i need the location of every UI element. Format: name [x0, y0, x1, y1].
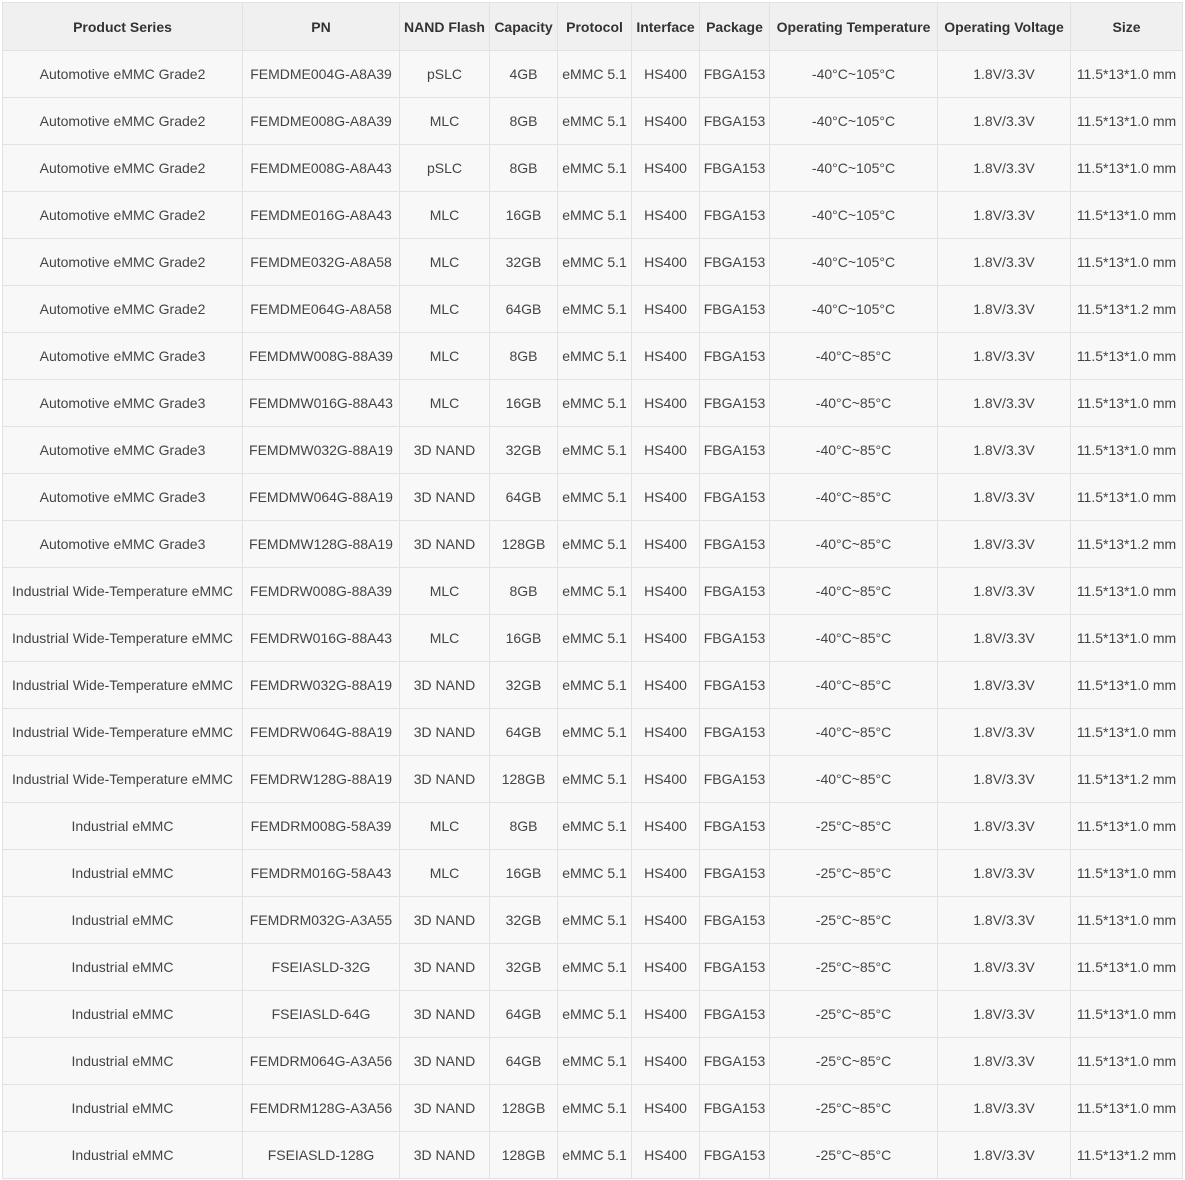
cell-product-series: Industrial Wide-Temperature eMMC	[3, 568, 243, 615]
cell-operating-temperature: -25°C~85°C	[770, 850, 938, 897]
cell-operating-temperature: -40°C~85°C	[770, 427, 938, 474]
cell-pn: FEMDMW016G-88A43	[243, 380, 400, 427]
cell-interface: HS400	[632, 568, 700, 615]
table-row	[3, 991, 1183, 1038]
cell-pn: FEMDME032G-A8A58	[243, 239, 400, 286]
cell-nand-flash: pSLC	[400, 145, 490, 192]
table-row	[3, 615, 1183, 662]
cell-operating-voltage: 1.8V/3.3V	[938, 239, 1071, 286]
cell-size: 11.5*13*1.0 mm	[1071, 991, 1183, 1038]
table-row	[3, 1038, 1183, 1085]
cell-package: FBGA153	[700, 286, 770, 333]
header-operating-voltage: Operating Voltage	[938, 3, 1071, 51]
cell-operating-voltage: 1.8V/3.3V	[938, 192, 1071, 239]
cell-operating-temperature: -25°C~85°C	[770, 897, 938, 944]
cell-pn: FEMDRM008G-58A39	[243, 803, 400, 850]
cell-interface: HS400	[632, 1132, 700, 1179]
cell-product-series: Automotive eMMC Grade3	[3, 521, 243, 568]
cell-capacity: 64GB	[490, 286, 558, 333]
cell-size: 11.5*13*1.2 mm	[1071, 286, 1183, 333]
cell-operating-temperature: -25°C~85°C	[770, 1085, 938, 1132]
cell-protocol: eMMC 5.1	[558, 662, 632, 709]
cell-package: FBGA153	[700, 192, 770, 239]
cell-interface: HS400	[632, 991, 700, 1038]
cell-size: 11.5*13*1.2 mm	[1071, 1132, 1183, 1179]
cell-pn: FEMDRM032G-A3A55	[243, 897, 400, 944]
header-package: Package	[700, 3, 770, 51]
cell-package: FBGA153	[700, 521, 770, 568]
table-row	[3, 568, 1183, 615]
cell-size: 11.5*13*1.0 mm	[1071, 803, 1183, 850]
cell-protocol: eMMC 5.1	[558, 756, 632, 803]
table-row	[3, 521, 1183, 568]
cell-size: 11.5*13*1.0 mm	[1071, 239, 1183, 286]
cell-nand-flash: 3D NAND	[400, 427, 490, 474]
cell-operating-temperature: -25°C~85°C	[770, 944, 938, 991]
cell-nand-flash: MLC	[400, 380, 490, 427]
cell-capacity: 8GB	[490, 145, 558, 192]
cell-size: 11.5*13*1.2 mm	[1071, 521, 1183, 568]
table-row	[3, 98, 1183, 145]
cell-size: 11.5*13*1.0 mm	[1071, 427, 1183, 474]
cell-operating-temperature: -40°C~85°C	[770, 333, 938, 380]
cell-package: FBGA153	[700, 427, 770, 474]
cell-product-series: Industrial eMMC	[3, 1038, 243, 1085]
cell-nand-flash: 3D NAND	[400, 1085, 490, 1132]
table-row	[3, 1132, 1183, 1179]
header-nand-flash: NAND Flash	[400, 3, 490, 51]
cell-interface: HS400	[632, 756, 700, 803]
cell-size: 11.5*13*1.2 mm	[1071, 756, 1183, 803]
cell-nand-flash: MLC	[400, 286, 490, 333]
table-row	[3, 51, 1183, 98]
cell-protocol: eMMC 5.1	[558, 380, 632, 427]
cell-size: 11.5*13*1.0 mm	[1071, 615, 1183, 662]
cell-size: 11.5*13*1.0 mm	[1071, 98, 1183, 145]
cell-package: FBGA153	[700, 944, 770, 991]
cell-capacity: 32GB	[490, 944, 558, 991]
cell-product-series: Automotive eMMC Grade3	[3, 474, 243, 521]
cell-nand-flash: MLC	[400, 239, 490, 286]
cell-size: 11.5*13*1.0 mm	[1071, 192, 1183, 239]
cell-operating-voltage: 1.8V/3.3V	[938, 615, 1071, 662]
table-row	[3, 897, 1183, 944]
cell-interface: HS400	[632, 51, 700, 98]
cell-interface: HS400	[632, 145, 700, 192]
cell-protocol: eMMC 5.1	[558, 286, 632, 333]
cell-operating-temperature: -25°C~85°C	[770, 1132, 938, 1179]
cell-size: 11.5*13*1.0 mm	[1071, 662, 1183, 709]
cell-operating-voltage: 1.8V/3.3V	[938, 709, 1071, 756]
cell-package: FBGA153	[700, 897, 770, 944]
cell-product-series: Automotive eMMC Grade3	[3, 427, 243, 474]
header-interface: Interface	[632, 3, 700, 51]
cell-operating-voltage: 1.8V/3.3V	[938, 662, 1071, 709]
cell-protocol: eMMC 5.1	[558, 615, 632, 662]
cell-protocol: eMMC 5.1	[558, 427, 632, 474]
table-row	[3, 709, 1183, 756]
cell-interface: HS400	[632, 662, 700, 709]
cell-operating-voltage: 1.8V/3.3V	[938, 944, 1071, 991]
cell-size: 11.5*13*1.0 mm	[1071, 145, 1183, 192]
cell-size: 11.5*13*1.0 mm	[1071, 897, 1183, 944]
cell-interface: HS400	[632, 474, 700, 521]
cell-pn: FEMDME004G-A8A39	[243, 51, 400, 98]
cell-pn: FEMDRM016G-58A43	[243, 850, 400, 897]
cell-interface: HS400	[632, 709, 700, 756]
cell-protocol: eMMC 5.1	[558, 333, 632, 380]
table-row	[3, 850, 1183, 897]
cell-product-series: Industrial Wide-Temperature eMMC	[3, 662, 243, 709]
cell-capacity: 16GB	[490, 192, 558, 239]
cell-size: 11.5*13*1.0 mm	[1071, 568, 1183, 615]
cell-nand-flash: MLC	[400, 850, 490, 897]
cell-protocol: eMMC 5.1	[558, 1132, 632, 1179]
cell-product-series: Industrial eMMC	[3, 1085, 243, 1132]
cell-capacity: 64GB	[490, 1038, 558, 1085]
cell-capacity: 32GB	[490, 427, 558, 474]
product-table-container	[2, 2, 1182, 1179]
cell-pn: FEMDRW008G-88A39	[243, 568, 400, 615]
cell-nand-flash: 3D NAND	[400, 521, 490, 568]
table-row	[3, 756, 1183, 803]
cell-size: 11.5*13*1.0 mm	[1071, 474, 1183, 521]
cell-protocol: eMMC 5.1	[558, 474, 632, 521]
cell-protocol: eMMC 5.1	[558, 51, 632, 98]
cell-protocol: eMMC 5.1	[558, 709, 632, 756]
header-row	[3, 3, 1183, 51]
cell-pn: FSEIASLD-64G	[243, 991, 400, 1038]
cell-operating-temperature: -40°C~85°C	[770, 615, 938, 662]
table-row	[3, 803, 1183, 850]
cell-nand-flash: 3D NAND	[400, 897, 490, 944]
cell-product-series: Automotive eMMC Grade3	[3, 333, 243, 380]
header-protocol: Protocol	[558, 3, 632, 51]
cell-protocol: eMMC 5.1	[558, 98, 632, 145]
cell-pn: FEMDRM128G-A3A56	[243, 1085, 400, 1132]
cell-package: FBGA153	[700, 1038, 770, 1085]
cell-product-series: Industrial eMMC	[3, 850, 243, 897]
cell-pn: FEMDME016G-A8A43	[243, 192, 400, 239]
cell-nand-flash: 3D NAND	[400, 991, 490, 1038]
cell-nand-flash: MLC	[400, 333, 490, 380]
cell-interface: HS400	[632, 192, 700, 239]
cell-protocol: eMMC 5.1	[558, 521, 632, 568]
cell-size: 11.5*13*1.0 mm	[1071, 709, 1183, 756]
cell-operating-temperature: -40°C~105°C	[770, 286, 938, 333]
cell-pn: FEMDRW128G-88A19	[243, 756, 400, 803]
cell-product-series: Automotive eMMC Grade2	[3, 286, 243, 333]
cell-package: FBGA153	[700, 51, 770, 98]
table-body	[3, 51, 1183, 1179]
cell-operating-temperature: -40°C~85°C	[770, 568, 938, 615]
cell-protocol: eMMC 5.1	[558, 803, 632, 850]
cell-protocol: eMMC 5.1	[558, 192, 632, 239]
cell-size: 11.5*13*1.0 mm	[1071, 380, 1183, 427]
cell-pn: FEMDME008G-A8A43	[243, 145, 400, 192]
cell-capacity: 128GB	[490, 1085, 558, 1132]
cell-interface: HS400	[632, 850, 700, 897]
cell-package: FBGA153	[700, 803, 770, 850]
cell-interface: HS400	[632, 803, 700, 850]
cell-pn: FSEIASLD-128G	[243, 1132, 400, 1179]
cell-nand-flash: MLC	[400, 192, 490, 239]
table-row	[3, 333, 1183, 380]
cell-product-series: Automotive eMMC Grade2	[3, 239, 243, 286]
table-row	[3, 1085, 1183, 1132]
cell-operating-voltage: 1.8V/3.3V	[938, 991, 1071, 1038]
cell-operating-temperature: -40°C~85°C	[770, 756, 938, 803]
header-capacity: Capacity	[490, 3, 558, 51]
cell-product-series: Industrial Wide-Temperature eMMC	[3, 709, 243, 756]
cell-operating-voltage: 1.8V/3.3V	[938, 333, 1071, 380]
cell-operating-temperature: -40°C~105°C	[770, 239, 938, 286]
cell-protocol: eMMC 5.1	[558, 991, 632, 1038]
cell-capacity: 8GB	[490, 333, 558, 380]
cell-package: FBGA153	[700, 145, 770, 192]
cell-pn: FEMDRM064G-A3A56	[243, 1038, 400, 1085]
cell-protocol: eMMC 5.1	[558, 850, 632, 897]
cell-operating-temperature: -25°C~85°C	[770, 803, 938, 850]
cell-protocol: eMMC 5.1	[558, 1085, 632, 1132]
cell-capacity: 8GB	[490, 803, 558, 850]
cell-nand-flash: 3D NAND	[400, 474, 490, 521]
cell-product-series: Industrial eMMC	[3, 944, 243, 991]
cell-operating-voltage: 1.8V/3.3V	[938, 286, 1071, 333]
cell-operating-voltage: 1.8V/3.3V	[938, 98, 1071, 145]
cell-operating-temperature: -40°C~85°C	[770, 380, 938, 427]
cell-capacity: 16GB	[490, 615, 558, 662]
table-row	[3, 145, 1183, 192]
cell-size: 11.5*13*1.0 mm	[1071, 944, 1183, 991]
table-row	[3, 239, 1183, 286]
cell-protocol: eMMC 5.1	[558, 944, 632, 991]
cell-pn: FEMDRW032G-88A19	[243, 662, 400, 709]
cell-product-series: Automotive eMMC Grade2	[3, 192, 243, 239]
table-header	[3, 3, 1183, 51]
cell-capacity: 8GB	[490, 98, 558, 145]
cell-package: FBGA153	[700, 615, 770, 662]
cell-product-series: Automotive eMMC Grade2	[3, 145, 243, 192]
cell-package: FBGA153	[700, 709, 770, 756]
header-pn: PN	[243, 3, 400, 51]
cell-nand-flash: pSLC	[400, 51, 490, 98]
cell-operating-temperature: -25°C~85°C	[770, 1038, 938, 1085]
cell-interface: HS400	[632, 286, 700, 333]
cell-operating-voltage: 1.8V/3.3V	[938, 380, 1071, 427]
cell-product-series: Automotive eMMC Grade2	[3, 51, 243, 98]
cell-product-series: Industrial Wide-Temperature eMMC	[3, 615, 243, 662]
cell-pn: FEMDRW016G-88A43	[243, 615, 400, 662]
cell-capacity: 64GB	[490, 474, 558, 521]
cell-pn: FEMDMW032G-88A19	[243, 427, 400, 474]
cell-package: FBGA153	[700, 568, 770, 615]
cell-product-series: Industrial Wide-Temperature eMMC	[3, 756, 243, 803]
cell-size: 11.5*13*1.0 mm	[1071, 1085, 1183, 1132]
cell-product-series: Industrial eMMC	[3, 991, 243, 1038]
cell-size: 11.5*13*1.0 mm	[1071, 51, 1183, 98]
product-spec-table	[2, 2, 1183, 1179]
cell-product-series: Automotive eMMC Grade2	[3, 98, 243, 145]
table-row	[3, 380, 1183, 427]
cell-nand-flash: 3D NAND	[400, 756, 490, 803]
cell-package: FBGA153	[700, 380, 770, 427]
cell-package: FBGA153	[700, 474, 770, 521]
cell-operating-temperature: -40°C~105°C	[770, 98, 938, 145]
cell-capacity: 128GB	[490, 756, 558, 803]
cell-operating-voltage: 1.8V/3.3V	[938, 803, 1071, 850]
header-product-series: Product Series	[3, 3, 243, 51]
cell-pn: FEMDRW064G-88A19	[243, 709, 400, 756]
table-row	[3, 662, 1183, 709]
table-row	[3, 944, 1183, 991]
cell-nand-flash: MLC	[400, 615, 490, 662]
cell-package: FBGA153	[700, 662, 770, 709]
cell-package: FBGA153	[700, 1085, 770, 1132]
cell-operating-voltage: 1.8V/3.3V	[938, 1132, 1071, 1179]
cell-capacity: 8GB	[490, 568, 558, 615]
cell-package: FBGA153	[700, 756, 770, 803]
cell-pn: FEMDMW064G-88A19	[243, 474, 400, 521]
cell-operating-voltage: 1.8V/3.3V	[938, 1085, 1071, 1132]
cell-nand-flash: 3D NAND	[400, 944, 490, 991]
cell-capacity: 16GB	[490, 850, 558, 897]
cell-interface: HS400	[632, 521, 700, 568]
cell-nand-flash: 3D NAND	[400, 662, 490, 709]
cell-pn: FEMDME064G-A8A58	[243, 286, 400, 333]
cell-operating-temperature: -40°C~85°C	[770, 521, 938, 568]
table-row	[3, 474, 1183, 521]
cell-capacity: 32GB	[490, 897, 558, 944]
cell-operating-voltage: 1.8V/3.3V	[938, 850, 1071, 897]
cell-nand-flash: 3D NAND	[400, 1132, 490, 1179]
cell-interface: HS400	[632, 897, 700, 944]
cell-interface: HS400	[632, 333, 700, 380]
cell-interface: HS400	[632, 1085, 700, 1132]
cell-interface: HS400	[632, 944, 700, 991]
cell-package: FBGA153	[700, 991, 770, 1038]
cell-package: FBGA153	[700, 239, 770, 286]
cell-capacity: 16GB	[490, 380, 558, 427]
cell-capacity: 64GB	[490, 991, 558, 1038]
cell-product-series: Automotive eMMC Grade3	[3, 380, 243, 427]
cell-nand-flash: MLC	[400, 568, 490, 615]
table-row	[3, 286, 1183, 333]
cell-interface: HS400	[632, 380, 700, 427]
cell-capacity: 4GB	[490, 51, 558, 98]
cell-size: 11.5*13*1.0 mm	[1071, 1038, 1183, 1085]
cell-operating-voltage: 1.8V/3.3V	[938, 1038, 1071, 1085]
cell-capacity: 128GB	[490, 1132, 558, 1179]
cell-operating-voltage: 1.8V/3.3V	[938, 51, 1071, 98]
cell-interface: HS400	[632, 427, 700, 474]
cell-operating-voltage: 1.8V/3.3V	[938, 568, 1071, 615]
cell-size: 11.5*13*1.0 mm	[1071, 333, 1183, 380]
cell-nand-flash: 3D NAND	[400, 1038, 490, 1085]
cell-pn: FEMDME008G-A8A39	[243, 98, 400, 145]
cell-package: FBGA153	[700, 850, 770, 897]
cell-protocol: eMMC 5.1	[558, 145, 632, 192]
cell-operating-voltage: 1.8V/3.3V	[938, 474, 1071, 521]
cell-product-series: Industrial eMMC	[3, 803, 243, 850]
cell-operating-temperature: -25°C~85°C	[770, 991, 938, 1038]
cell-package: FBGA153	[700, 333, 770, 380]
cell-operating-temperature: -40°C~85°C	[770, 474, 938, 521]
cell-operating-temperature: -40°C~85°C	[770, 709, 938, 756]
cell-pn: FEMDMW128G-88A19	[243, 521, 400, 568]
cell-operating-voltage: 1.8V/3.3V	[938, 897, 1071, 944]
cell-package: FBGA153	[700, 98, 770, 145]
cell-operating-voltage: 1.8V/3.3V	[938, 427, 1071, 474]
cell-operating-voltage: 1.8V/3.3V	[938, 521, 1071, 568]
cell-interface: HS400	[632, 1038, 700, 1085]
cell-operating-temperature: -40°C~105°C	[770, 145, 938, 192]
cell-operating-voltage: 1.8V/3.3V	[938, 756, 1071, 803]
cell-protocol: eMMC 5.1	[558, 897, 632, 944]
cell-nand-flash: 3D NAND	[400, 709, 490, 756]
cell-operating-temperature: -40°C~105°C	[770, 192, 938, 239]
cell-capacity: 32GB	[490, 662, 558, 709]
cell-product-series: Industrial eMMC	[3, 897, 243, 944]
cell-nand-flash: MLC	[400, 98, 490, 145]
cell-protocol: eMMC 5.1	[558, 239, 632, 286]
cell-capacity: 128GB	[490, 521, 558, 568]
cell-operating-temperature: -40°C~85°C	[770, 662, 938, 709]
cell-capacity: 32GB	[490, 239, 558, 286]
cell-capacity: 64GB	[490, 709, 558, 756]
cell-nand-flash: MLC	[400, 803, 490, 850]
table-row	[3, 427, 1183, 474]
cell-product-series: Industrial eMMC	[3, 1132, 243, 1179]
cell-size: 11.5*13*1.0 mm	[1071, 850, 1183, 897]
cell-interface: HS400	[632, 615, 700, 662]
cell-protocol: eMMC 5.1	[558, 568, 632, 615]
cell-pn: FSEIASLD-32G	[243, 944, 400, 991]
cell-operating-voltage: 1.8V/3.3V	[938, 145, 1071, 192]
header-operating-temperature: Operating Temperature	[770, 3, 938, 51]
cell-package: FBGA153	[700, 1132, 770, 1179]
cell-pn: FEMDMW008G-88A39	[243, 333, 400, 380]
table-row	[3, 192, 1183, 239]
cell-interface: HS400	[632, 239, 700, 286]
cell-protocol: eMMC 5.1	[558, 1038, 632, 1085]
cell-operating-temperature: -40°C~105°C	[770, 51, 938, 98]
cell-interface: HS400	[632, 98, 700, 145]
header-size: Size	[1071, 3, 1183, 51]
